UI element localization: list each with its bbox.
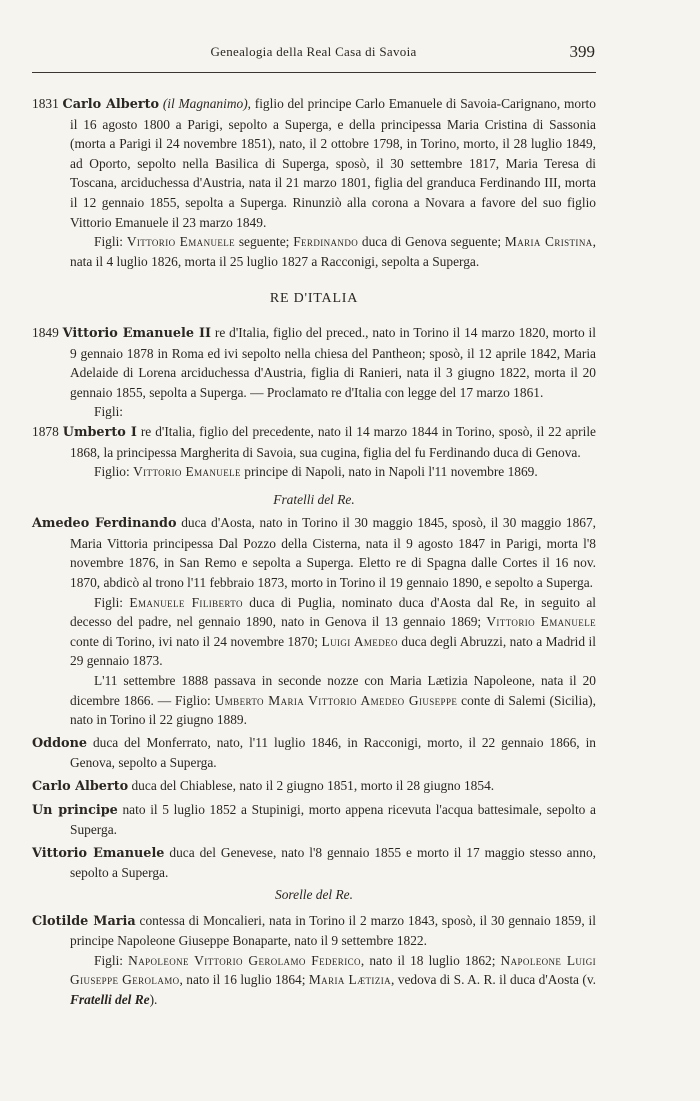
child-name: Emanuele Filiberto [129, 594, 243, 610]
entry-clotilde-maria [32, 911, 596, 951]
page-number: 399 [569, 42, 595, 61]
child-text: , nata il 4 luglio 1826, morta il 25 luglio 1827 a Racconigi, sepolta a Superga. [70, 234, 596, 269]
child-text: seguente; [235, 234, 294, 250]
marriage-text: L'11 settembre 1888 passava in seconde nozze con Maria Lætizia Napoleone, nata il 20 dicembre 1866. — Figlio: [70, 673, 596, 708]
child-text: principe di Napoli, nato in Napoli l'11 novembre 1869. [240, 464, 538, 480]
entry-year: 1831 [32, 96, 59, 111]
person-name: Amedeo Ferdinando [32, 516, 177, 532]
person-name: Carlo Alberto [62, 97, 160, 112]
entry-text: duca d'Aosta, nato in Torino il 30 maggio 1845, sposò, il 30 maggio 1867, Maria Vittoria principessa Dal Pozzo della Cisterna, nata il 9 agosto 1847 in Parigi, morta l'8 novembre 1876, in San Remo e sepolta a Superga. Eletto re di Spagna dalle Cortes il 16 nov. 1870, abdicò al trono l'11 febbraio 1873, morto in Torino il 19 gennaio 1890, e sepolto a Superga. [70, 515, 596, 591]
person-name: Umberto I [62, 424, 137, 440]
child-text: ). [149, 991, 158, 1007]
figli-label: Figli: [94, 234, 127, 250]
child-name: Luigi Amedeo [321, 633, 398, 649]
children-vittorio-emanuele-ii: Figli: [94, 404, 124, 420]
person-name: Vittorio Emanuele II [62, 325, 212, 341]
entry-carlo-alberto-chiablese [32, 776, 596, 797]
entry-text: duca del Monferrato, nato, l'11 luglio 1846, in Racconigi, morto, il 22 gennaio 1866, in Genova, sepolto a Superga. [70, 734, 596, 771]
subheading-sorelle: Sorelle del Re. [275, 886, 353, 902]
child-name: Vittorio Emanuele [133, 464, 241, 480]
entry-text: contessa di Moncalieri, nata in Torino il 2 marzo 1843, sposò, il 30 gennaio 1859, il principe Napoleone Giuseppe Bonaparte, nato il 9 settembre 1822. [70, 912, 596, 949]
children-amedeo [32, 593, 596, 671]
entry-year: 1849 [32, 324, 59, 340]
children-clotilde [32, 951, 596, 1010]
child-text: conte di Salemi (Sicilia), nato in Torino il 22 giugno 1889. [70, 692, 596, 728]
entry-text: duca del Chiablese, nato il 2 giugno 1851, morto il 28 giugno 1854. [128, 778, 495, 793]
child-name: Umberto Maria Vittorio Amedeo Giuseppe [214, 692, 458, 708]
entry-text: nato il 5 luglio 1852 a Stupinigi, morto appena ricevuta l'acqua battesimale, sepolto a Superga. [70, 801, 596, 838]
entry-text: re d'Italia, figlio del precedente, nato il 14 marzo 1844 in Torino, sposò, il 22 aprile 1868, la principessa Margherita di Savoia, sua cugina, figlia del fu Ferdinando duca di Genova. [70, 423, 597, 460]
figli-label: Figli: [94, 952, 129, 968]
child-name: Maria Lætizia [308, 972, 392, 988]
entry-oddone [32, 733, 596, 773]
page-header [32, 44, 595, 72]
child-name: Napoleone Luigi Giuseppe Gerolamo [70, 952, 596, 988]
entry-year: 1878 [32, 423, 59, 439]
child-name: Ferdinando [293, 234, 359, 250]
second-marriage-amedeo [32, 671, 596, 730]
entry-text: duca del Genevese, nato l'8 gennaio 1855 e morto il 17 maggio stesso anno, sepolto a Superga. [70, 844, 596, 881]
child-text: conte di Torino, ivi nato il 24 novembre 1870; [70, 633, 322, 649]
child-text: , nato il 16 luglio 1864; [179, 972, 309, 988]
entry-carlo-alberto-1831 [32, 94, 596, 232]
header-rule [32, 72, 596, 73]
children-carlo-alberto-1831 [32, 232, 596, 271]
child-text: duca di Genova seguente; [358, 234, 505, 250]
child-text: duca degli Abruzzi, nato a Madrid il 29 gennaio 1873. [70, 633, 596, 669]
epithet: (il Magnanimo) [162, 96, 248, 111]
children-umberto-i [32, 462, 596, 482]
entry-amedeo-ferdinando [32, 513, 596, 592]
child-text: , nato il 18 luglio 1862; [360, 952, 501, 968]
child-text: duca di Puglia, nominato duca d'Aosta dal Re, in seguito al decesso del padre, nel gennaio 1890, nato in Genova il 13 gennaio 1869; [70, 594, 596, 630]
person-name: Vittorio Emanuele [32, 845, 165, 861]
page-body [32, 94, 596, 1010]
person-name: Un principe [32, 802, 118, 818]
running-title: Genealogia della Real Casa di Savoia [210, 44, 417, 59]
figli-label: Figli: [94, 594, 130, 610]
person-name: Carlo Alberto [32, 779, 129, 794]
child-name: Vittorio Emanuele [126, 234, 236, 250]
child-text: , vedova di S. A. R. il duca d'Aosta (v. [391, 972, 596, 988]
figlio-label: Figlio: [94, 464, 134, 480]
entry-vittorio-emanuele-ii [32, 323, 596, 402]
child-name: Vittorio Emanuele [486, 614, 596, 630]
entry-text: re d'Italia, figlio del preced., nato in Torino il 14 marzo 1820, morto il 9 gennaio 1878 in Roma ed ivi sepolto nella chiesa del Pantheon; sposò, il 12 aprile 1842, Maria Adelaide di Lorena arciduchessa d'Austria, figlia di Ranieri, nata il 3 giugno 1822, morta il 20 gennaio 1855, sepolta a Superga. — Proclamato re d'Italia con legge del 17 marzo 1861. [70, 324, 596, 400]
person-name: Oddone [32, 735, 88, 751]
section-heading-re-ditalia: RE D'ITALIA [269, 291, 359, 307]
entry-umberto-i [32, 422, 596, 462]
entry-text: , figlio del principe Carlo Emanuele di Savoia-Carignano, morto il 16 agosto 1800 a Parigi, sepolto a Superga, e della principessa Maria Cristina di Sassonia (morta a Parigi il 24 novembre 1851), nato, il 2 ottobre 1798, in Torino, morto, il 28 luglio 1849, ad Oporto, sepolto nella Basilica di Superga, sposò, il 30 settembre 1817, Maria Teresa di Toscana, arciduchessa d'Austria, nata il 21 marzo 1801, figlia del granduca Ferdinando III, morta il 12 gennaio 1855, sepolta a Superga. Rinunziò alla corona a Novara a favore del suo figlio Vittorio Emanuele il 23 marzo 1849. [70, 96, 596, 230]
entry-vittorio-emanuele-genevese [32, 843, 596, 883]
cross-reference: Fratelli del Re [70, 991, 150, 1007]
child-name: Napoleone Vittorio Gerolamo Federico [128, 952, 361, 968]
person-name: Clotilde Maria [32, 913, 136, 929]
child-name: Maria Cristina [504, 234, 593, 250]
subheading-fratelli: Fratelli del Re. [273, 491, 355, 507]
entry-un-principe [32, 800, 596, 840]
